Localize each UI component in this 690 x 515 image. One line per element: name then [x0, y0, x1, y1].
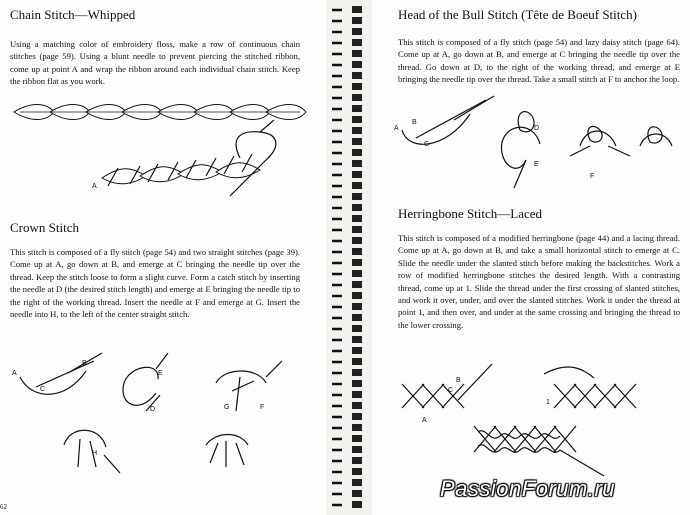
crown-label-a: A	[12, 370, 17, 377]
head-of-bull-body: This stitch is composed of a fly stitch (page 54) and lazy daisy stitch (page 64). Come up at A, go down at B, and emerge at C bringing the needle tip over the thread. Go down at D, to the right of the working thread, and emerge at E bringing the needle tip over the thread. Take a small stitch at F to anchor the loop.	[398, 37, 680, 85]
crown-title: Crown Stitch	[10, 220, 79, 235]
bull-label-f: F	[590, 173, 595, 180]
crown-label-g: G	[224, 404, 230, 411]
head-of-bull-illustration	[394, 100, 684, 190]
bull-label-b: B	[412, 119, 417, 126]
crown-label-d: D	[150, 406, 156, 413]
herringbone-laced-title: Herringbone Stitch—Laced	[398, 206, 543, 221]
bull-label-c: C	[424, 141, 430, 148]
herringbone-label-b: B	[456, 377, 461, 384]
crown-label-e: E	[158, 370, 163, 377]
crown-body: This stitch is composed of a fly stitch (page 54) and two straight stitches (page 39). Come up at A, go down at B, and emerge at C bringing the needle tip over the thread. Keep the stitch loose to form a slight curve. Form a catch stitch by inserting the needle at D (the desired stitch length) and emerge at E bringing the needle tip to the right of the working thread. Insert the needle at F and emerge at G. Insert the needle into H, to the left of the center straight stitch.	[10, 247, 300, 320]
head-of-bull-title: Head of the Bull Stitch (Tête de Boeuf Stitch)	[398, 7, 637, 22]
chain-label-a: A	[92, 183, 97, 190]
bull-label-a: A	[394, 125, 399, 132]
crown-label-b: B	[82, 360, 87, 367]
whipped-chain-illustration	[90, 118, 290, 198]
bull-label-d: D	[534, 125, 540, 132]
left-page-number: 62	[0, 503, 7, 511]
chain-whipped-title: Chain Stitch—Whipped	[10, 7, 136, 22]
herringbone-label-1: 1	[546, 399, 550, 406]
herringbone-label-c: C	[448, 387, 454, 394]
bull-label-e: E	[534, 161, 539, 168]
watermark: PassionForum.ru	[440, 476, 616, 501]
herringbone-laced-illustration	[394, 360, 684, 480]
left-page	[0, 0, 326, 515]
chain-whipped-body: Using a matching color of embroidery floss, make a row of continuous chain stitches (page 59). Using a blunt needle to prevent piercing the stitched ribbon, come up at point A and wrap the ribbon around each individual chain stitch. Keep the ribbon flat as you work.	[10, 39, 300, 87]
crown-label-f: F	[260, 404, 265, 411]
crown-label-c: C	[40, 386, 46, 393]
crown-label-h: H	[92, 450, 98, 457]
right-page	[372, 0, 690, 515]
crown-stitch-illustration	[10, 355, 310, 485]
spiral-binding	[326, 0, 372, 515]
herringbone-laced-body: This stitch is composed of a modified herringbone (page 44) and a lacing thread. Come up at A, go down at B, and take a small horizontal stitch to emerge at C. Slide the needle under the slanted stitch before making the backstitches. Work a row of modified herringbone stitches the desired length. With a contrasting thread, come up at 1. Slide the thread under the first crossing of slanted stitches, and work it over, under, and over the slanted stitches. Work it under the thread at point 1, and then over, and under at the same crossing and bringing the thread to the lower crossing.	[398, 233, 680, 330]
herringbone-label-a: A	[422, 417, 427, 424]
